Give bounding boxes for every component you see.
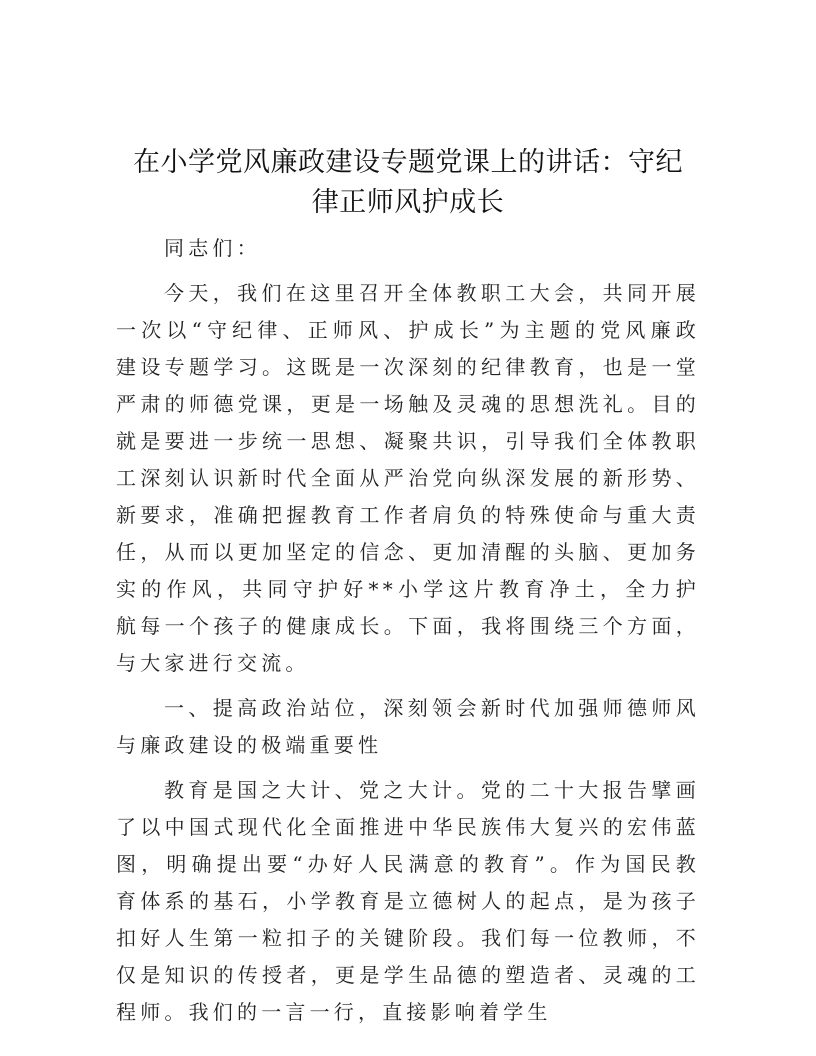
title-line-1: 在小学党风廉政建设专题党课上的讲话：守纪 [133,147,683,178]
document-title [100,143,716,223]
paragraph-intro: 今天，我们在这里召开全体教职工大会，共同开展一次以“守纪律、正师风、护成长”为主题的党风廉政建设专题学习。这既是一次深刻的纪律教育，也是一堂严肃的师德党课，更是一场触及灵魂的思想洗礼。目的就是要进一步统一思想、凝聚共识，引导我们全体教职工深刻认识新时代全面从严治党向纵深发展的新形势、新要求，准确把握教育工作者肩负的特殊使命与重大责任，从而以更加坚定的信念、更加清醒的头脑、更加务实的作风，共同守护好**小学这片教育净土，全力护航每一个孩子的健康成长。下面，我将围绕三个方面，与大家进行交流。 [116,281,700,675]
paragraph-section-1: 教育是国之大计、党之大计。党的二十大报告擘画了以中国式现代化全面推进中华民族伟大复兴的宏伟蓝图，明确提出要“办好人民满意的教育”。作为国民教育体系的基石，小学教育是立德树人的起点，是为孩子扣好人生第一粒扣子的关键阶段。我们每一位教师，不仅是知识的传授者，更是学生品德的塑造者、灵魂的工程师。我们的一言一行，直接影响着学生 [116,778,700,1024]
document-body [116,230,700,1039]
salutation: 同志们： [164,236,261,260]
section-heading-1: 一、提高政治站位，深刻领会新时代加强师德师风与廉政建设的极端重要性 [116,696,700,757]
title-line-2: 律正师风护成长 [311,187,505,218]
